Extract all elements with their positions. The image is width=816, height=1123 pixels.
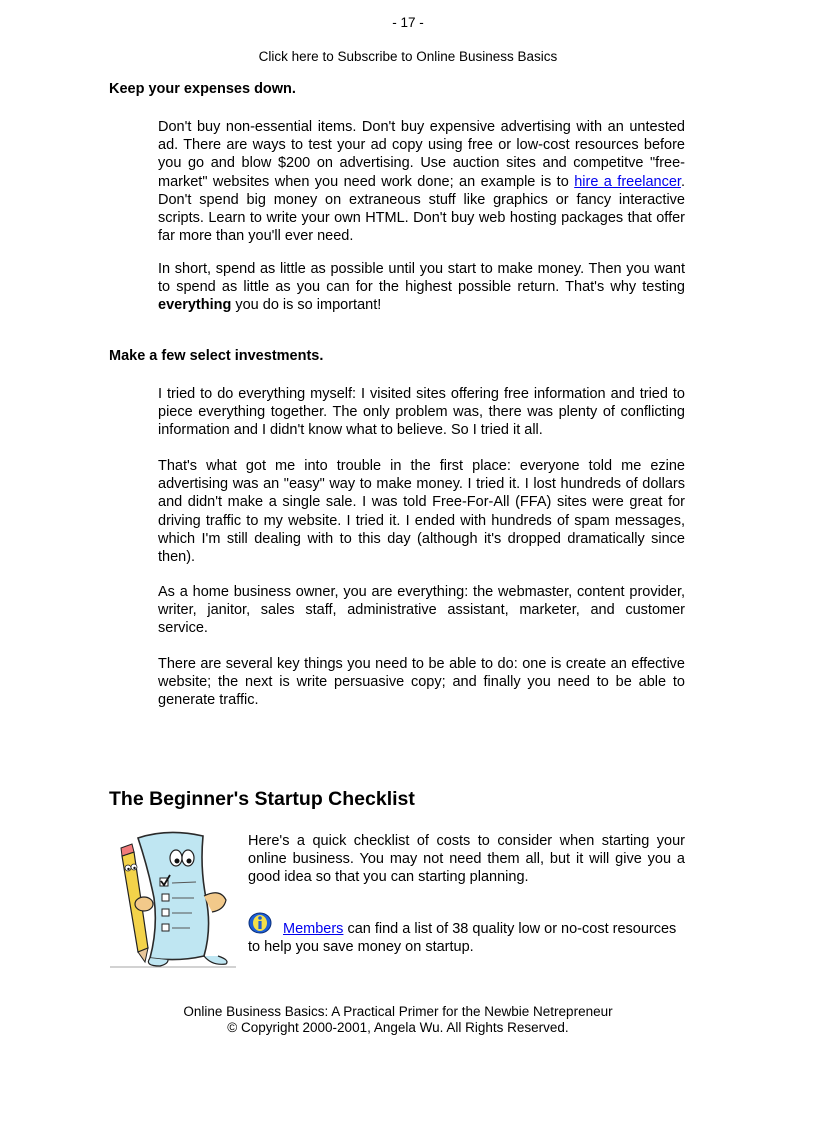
checklist-cartoon-icon [108, 828, 238, 968]
members-note-text: can find a list of 38 quality low or no-cost resources to help you save money on startup. [248, 921, 677, 956]
paragraph-investments-2: That's what got me into trouble in the first place: everyone told me ezine advertising was an "easy" way to make money. I tried it. I lost hundreds of dollars and didn't make a single sale. I was told Free-For-All (FFA) sites were great for driving traffic to my website. I tried it. I ended with hundreds of spam messages, which I'm still dealing with to this day (although it's dropped dramatically since then). [158, 458, 685, 566]
footer-copyright: © Copyright 2000-2001, Angela Wu. All Rights Reserved. [227, 1020, 569, 1035]
paragraph-text: you do is so important! [231, 297, 382, 314]
members-link[interactable]: Members [283, 921, 344, 937]
paragraph-text: . Don't spend big money on extraneous stuff like graphics or fancy interactive scripts. Learn to write your own HTML. Don't buy web hosting packages that offer far more than you'll ever need. [158, 173, 685, 245]
checklist-intro: Here's a quick checklist of costs to consider when starting your online business. You may not need them all, but it will give you a good idea so that you can starting planning. [248, 833, 685, 886]
checklist-heading: The Beginner's Startup Checklist [109, 788, 415, 810]
section-heading-investments: Make a few select investments. [109, 348, 324, 364]
paragraph-expenses-2 [158, 260, 685, 315]
members-note [248, 920, 685, 956]
paragraph-investments-1: I tried to do everything myself: I visited sites offering free information and tried to piece everything together. The only problem was, there was plenty of conflicting information and I didn't know what to believe. So I tried it all. [158, 386, 685, 439]
page-number: - 17 - [392, 15, 424, 30]
section-heading-expenses: Keep your expenses down. [109, 81, 296, 97]
hire-freelancer-link[interactable]: hire a freelancer [574, 173, 681, 190]
paragraph-investments-3: As a home business owner, you are everything: the webmaster, content provider, writer, janitor, sales staff, administrative assistant, marketer, and customer service. [158, 584, 685, 637]
paragraph-text: Don't buy non-essential items. Don't buy expensive advertising with an untested ad. There are ways to test your ad copy using free or low-cost resources before you go and blow $200 on advertising. Use auction sites and competitve "free-market" websites when you need work done; an example is to [158, 119, 685, 190]
subscribe-link[interactable]: Click here to Subscribe to Online Business Basics [258, 49, 558, 64]
footer-title: Online Business Basics: A Practical Primer for the Newbie Netrepreneur [183, 1004, 613, 1019]
paragraph-text: In short, spend as little as possible until you start to make money. Then you want to spend as little as you can for the highest possible return. That's why testing [158, 261, 685, 296]
bold-emphasis: everything [158, 297, 232, 314]
paragraph-expenses-1 [158, 118, 685, 245]
paragraph-investments-4: There are several key things you need to be able to do: one is create an effective website; the next is write persuasive copy; and finally you need to be able to generate traffic. [158, 656, 685, 709]
